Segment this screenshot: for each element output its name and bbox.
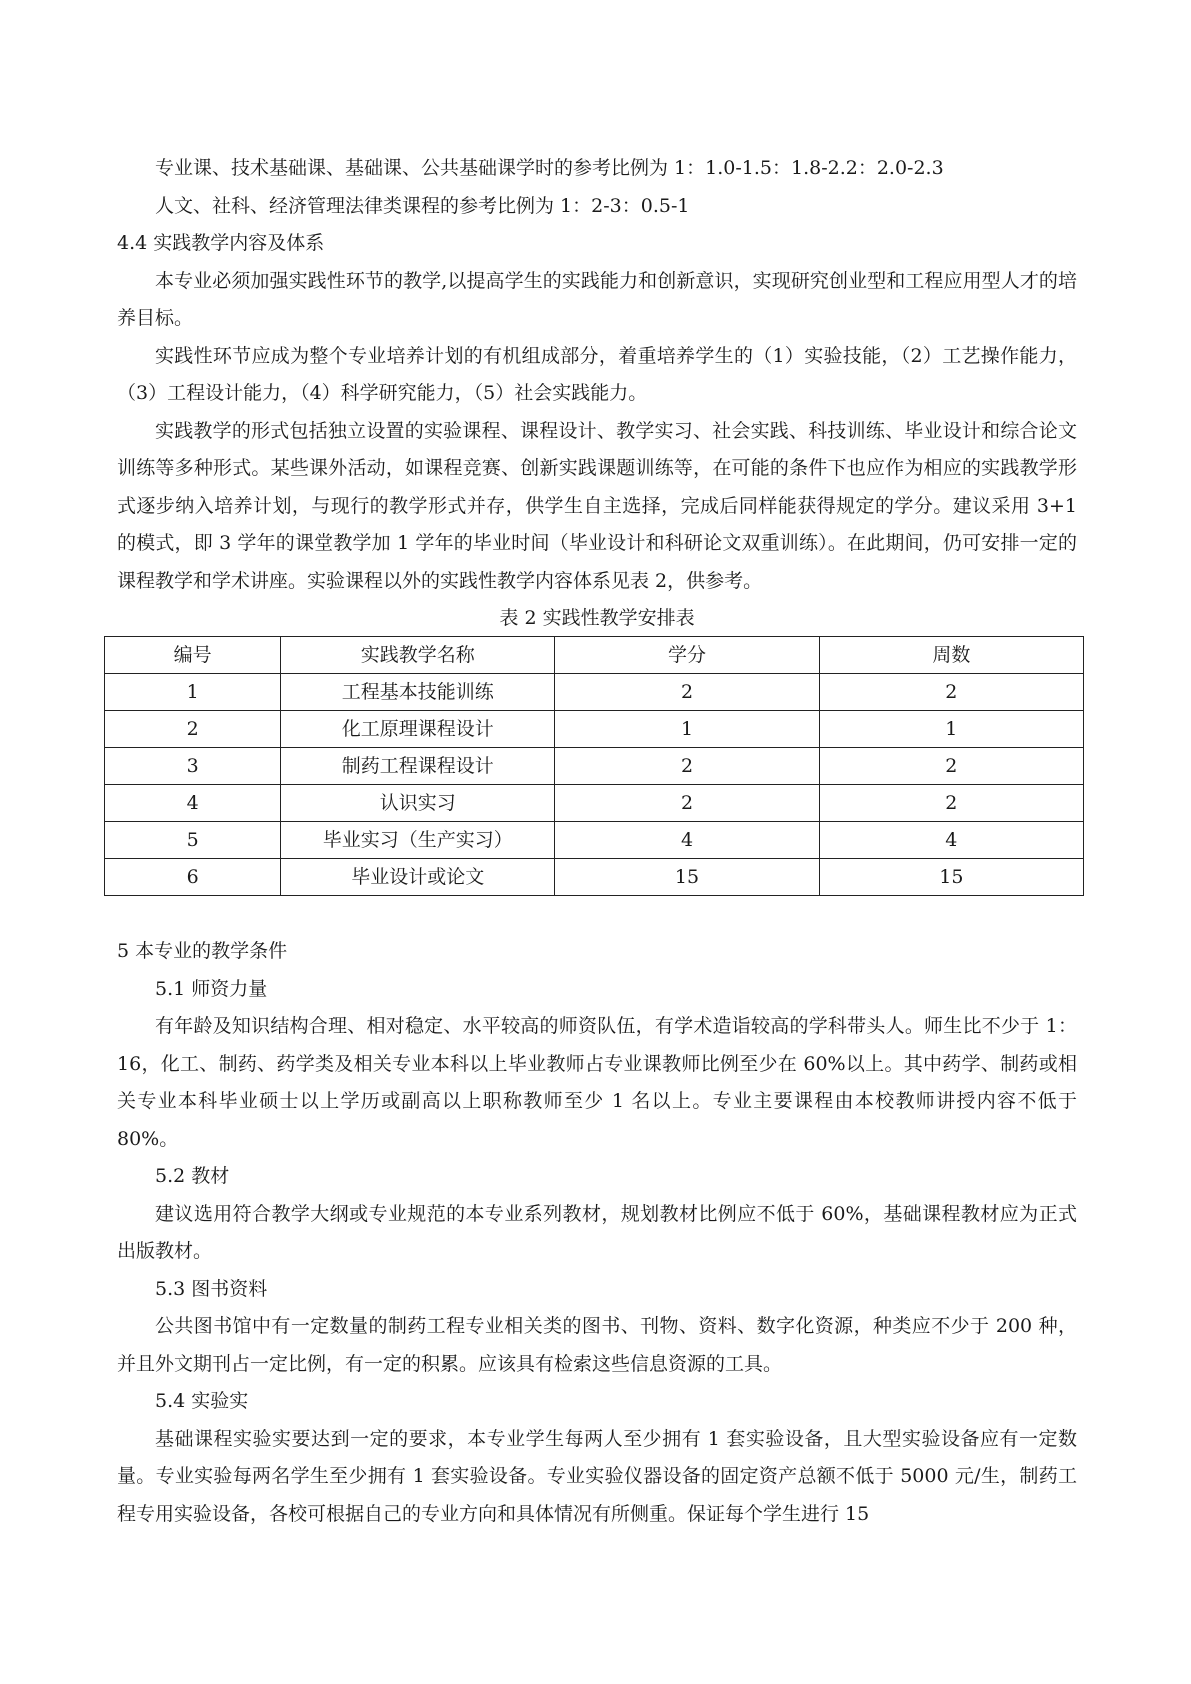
subsection-5-1-heading: 5.1 师资力量 — [155, 977, 268, 1000]
document-body — [117, 150, 1077, 1533]
cell-name: 认识实习 — [281, 785, 555, 822]
ratio-paragraph-2: 人文、社科、经济管理法律类课程的参考比例为 1：2-3：0.5-1 — [155, 194, 690, 217]
table-row — [105, 822, 1084, 859]
cell-name: 毕业设计或论文 — [281, 859, 555, 896]
cell-credits: 4 — [555, 822, 819, 859]
subsection-5-2-heading: 5.2 教材 — [155, 1165, 230, 1187]
table-row — [105, 785, 1084, 822]
section-4-4-heading: 4.4 实践教学内容及体系 — [117, 232, 325, 254]
cell-number: 1 — [105, 674, 281, 711]
cell-number: 5 — [105, 822, 281, 859]
cell-credits: 2 — [555, 785, 819, 822]
cell-credits: 2 — [555, 748, 819, 785]
cell-name: 制药工程课程设计 — [281, 748, 555, 785]
cell-weeks: 2 — [819, 785, 1083, 822]
column-header-credits: 学分 — [555, 637, 819, 674]
cell-number: 4 — [105, 785, 281, 822]
cell-weeks: 2 — [819, 748, 1083, 785]
subsection-5-3-text: 公共图书馆中有一定数量的制药工程专业相关类的图书、刊物、资料、数字化资源，种类应不少于 200 种，并且外文期刊占一定比例，有一定的积累。应该具有检索这些信息资源的工具。 — [117, 1315, 1077, 1375]
table-row — [105, 748, 1084, 785]
cell-weeks: 2 — [819, 674, 1083, 711]
subsection-5-4-text: 基础课程实验实要达到一定的要求，本专业学生每两人至少拥有 1 套实验设备，且大型实验设备应有一定数量。专业实验每两名学生至少拥有 1 套实验设备。专业实验仪器设备的固定资产总额不低于 5000 元/生，制药工程专用实验设备，各校可根据自己的专业方向和具体情况有所侧重。保证每个学生进行 15 — [117, 1427, 1077, 1525]
practice-teaching-table — [104, 636, 1084, 896]
section-4-4-paragraph-1: 本专业必须加强实践性环节的教学,以提高学生的实践能力和创新意识，实现研究创业型和工程应用型人才的培养目标。 — [117, 269, 1077, 329]
cell-number: 2 — [105, 711, 281, 748]
column-header-name: 实践教学名称 — [281, 637, 555, 674]
cell-weeks: 15 — [819, 859, 1083, 896]
cell-number: 3 — [105, 748, 281, 785]
cell-credits: 15 — [555, 859, 819, 896]
subsection-5-3-heading: 5.3 图书资料 — [155, 1277, 268, 1300]
cell-number: 6 — [105, 859, 281, 896]
cell-name: 工程基本技能训练 — [281, 674, 555, 711]
cell-name: 毕业实习（生产实习） — [281, 822, 555, 859]
ratio-paragraph-1: 专业课、技术基础课、基础课、公共基础课学时的参考比例为 1：1.0-1.5：1.8-2.2：2.0-2.3 — [155, 157, 944, 179]
table-header-row — [105, 637, 1084, 674]
cell-name: 化工原理课程设计 — [281, 711, 555, 748]
section-4-4-paragraph-3: 实践教学的形式包括独立设置的实验课程、课程设计、教学实习、社会实践、科技训练、毕业设计和综合论文训练等多种形式。某些课外活动，如课程竞赛、创新实践课题训练等，在可能的条件下也应作为相应的实践教学形式逐步纳入培养计划，与现行的教学形式并存，供学生自主选择，完成后同样能获得规定的学分。建议采用 3+1 的模式，即 3 学年的课堂教学加 1 学年的毕业时间（毕业设计和科研论文双重训练）。在此期间，仍可安排一定的课程教学和学术讲座。实验课程以外的实践性教学内容体系见表 2，供参考。 — [117, 419, 1077, 592]
cell-credits: 2 — [555, 674, 819, 711]
table-row — [105, 859, 1084, 896]
cell-credits: 1 — [555, 711, 819, 748]
section-5-heading: 5 本专业的教学条件 — [117, 940, 288, 962]
table-2-caption: 表 2 实践性教学安排表 — [499, 607, 695, 629]
section-4-4-paragraph-2: 实践性环节应成为整个专业培养计划的有机组成部分，着重培养学生的（1）实验技能，（2）工艺操作能力，（3）工程设计能力，（4）科学研究能力，（5）社会实践能力。 — [117, 344, 1077, 404]
column-header-weeks: 周数 — [819, 637, 1083, 674]
spacer — [117, 896, 1077, 933]
table-row — [105, 711, 1084, 748]
subsection-5-2-text: 建议选用符合教学大纲或专业规范的本专业系列教材，规划教材比例应不低于 60%，基础课程教材应为正式出版教材。 — [117, 1202, 1077, 1262]
subsection-5-4-heading: 5.4 实验实 — [155, 1390, 249, 1412]
cell-weeks: 1 — [819, 711, 1083, 748]
column-header-number: 编号 — [105, 637, 281, 674]
table-row — [105, 674, 1084, 711]
cell-weeks: 4 — [819, 822, 1083, 859]
subsection-5-1-text: 有年龄及知识结构合理、相对稳定、水平较高的师资队伍，有学术造诣较高的学科带头人。师生比不少于 1：16，化工、制药、药学类及相关专业本科以上毕业教师占专业课教师比例至少在 60%以上。其中药学、制药或相关专业本科毕业硕士以上学历或副高以上职称教师至少 1 名以上。专业主要课程由本校教师讲授内容不低于 80%。 — [117, 1015, 1077, 1150]
